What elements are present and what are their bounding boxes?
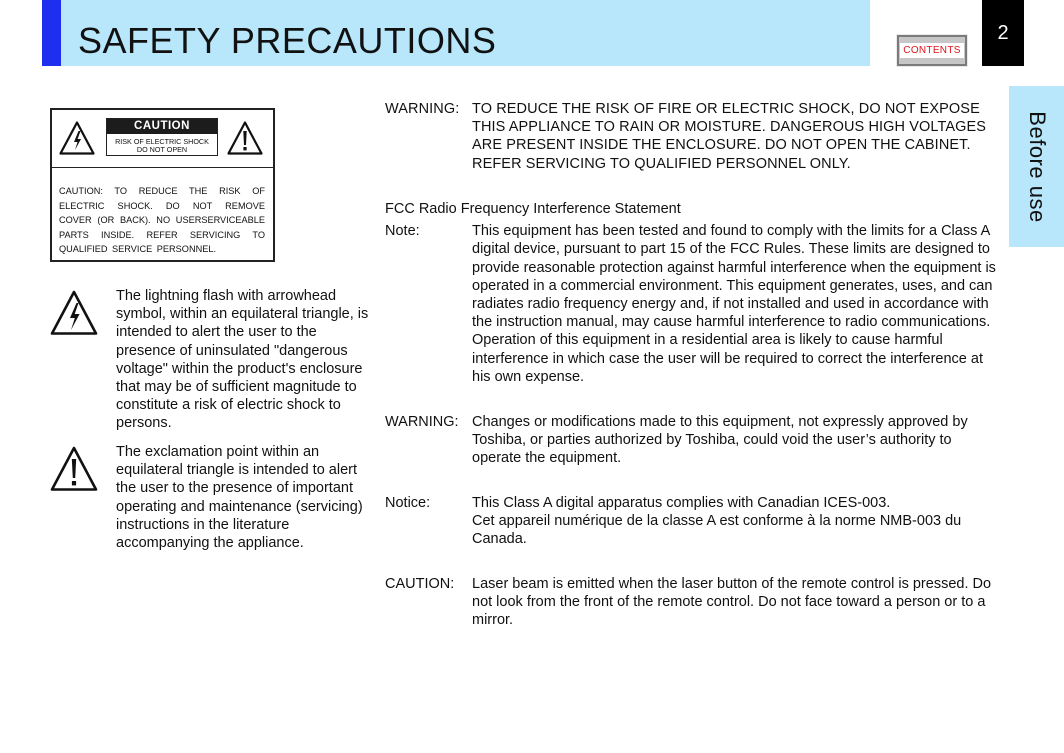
caution-label-panel [50,108,275,262]
warning-label: WARNING: [385,414,459,430]
header-accent [42,0,61,66]
warning-fire-shock [385,100,1000,173]
caution-banner-subtitle-line2: DO NOT OPEN [136,145,188,154]
caution-label-text: CAUTION: TO REDUCE THE RISK OF ELECTRIC SHOCK. DO NOT REMOVE COVER (OR BACK). NO USERSERVICEABLE PARTS INSIDE. REFER SERVICING TO QUALIFIED SERVICE PERSONNEL. [59,186,265,254]
contents-button-label: CONTENTS [900,43,963,58]
page-title: SAFETY PRECAUTIONS [78,20,497,61]
lightning-triangle-icon [50,290,98,336]
note-label: Note: [385,223,420,240]
lightning-explanation-text: The lightning flash with arrowhead symbol, within an equilateral triangle, is intended to alert the user to the presence of uninsulated "dangerous voltage" within the product's enclosure that may be of sufficient magnitude to constitute a risk of electric shock to persons. [116,288,369,432]
exclamation-triangle-icon [50,446,98,492]
contents-button[interactable] [897,35,967,66]
caution-banner [106,118,218,156]
side-tab-label: Before use [1024,110,1050,223]
fcc-heading: FCC Radio Frequency Interference Statement [385,201,681,217]
exclamation-warning-icon [227,121,263,155]
laser-caution-text: Laser beam is emitted when the laser button of the remote control is pressed. Do not look from the front of the remote control. Do not face toward a person or to a mirror. [472,576,992,629]
page-number: 2 [982,0,1024,66]
caution-label: CAUTION: [385,576,455,592]
exclamation-explanation-text: The exclamation point within an equilateral triangle is intended to alert the user to the presence of important operating and maintenance (servicing) instructions in the literature accompanying the appliance. [116,444,363,552]
notice-text-english: This Class A digital apparatus complies with Canadian ICES-003. [472,495,891,511]
warning-text: TO REDUCE THE RISK OF FIRE OR ELECTRIC SHOCK, DO NOT EXPOSE THIS APPLIANCE TO RAIN OR MOISTURE. DANGEROUS HIGH VOLTAGES ARE PRESENT INSIDE THE ENCLOSURE. DO NOT OPEN THE CABINET. REFER SERVICING TO QUALIFIED PERSONNEL ONLY. [472,101,987,172]
notice-label: Notice: [385,495,431,511]
laser-caution [385,575,1000,630]
warning-modifications [385,413,1000,468]
warning-label: WARNING: [385,101,460,117]
caution-banner-subtitle-line1: RISK OF ELECTRIC SHOCK [115,137,209,146]
caution-divider [52,167,273,168]
caution-banner-title: CAUTION [107,119,217,134]
warning-modifications-text: Changes or modifications made to this equipment, not expressly approved by Toshiba, or parties authorized by Toshiba, could void the user’s authority to operate the equipment. [472,414,968,467]
fcc-section [385,200,1000,386]
notice-text-french: Cet appareil numérique de la classe A est conforme à la norme NMB-003 du Canada. [472,513,962,548]
side-tab-before-use[interactable] [1009,86,1064,247]
caution-banner-subtitle [107,134,217,154]
canada-notice [385,494,1000,549]
note-text: This equipment has been tested and found to comply with the limits for a Class A digital device, pursuant to part 15 of the FCC Rules. These limits are designed to provide reasonable protection against harmful interference when the equipment is operated in a commercial environment. This equipment generates, uses, and can radiates radio frequency energy and, if not installed and used in accordance with the instruction manual, may cause harmful interference to radio communications. Operation of this equipment in a residential area is likely to cause harmful interference in which case the user will be required to correct the interference at his own expense. [472,223,996,385]
lightning-warning-icon [59,121,95,155]
